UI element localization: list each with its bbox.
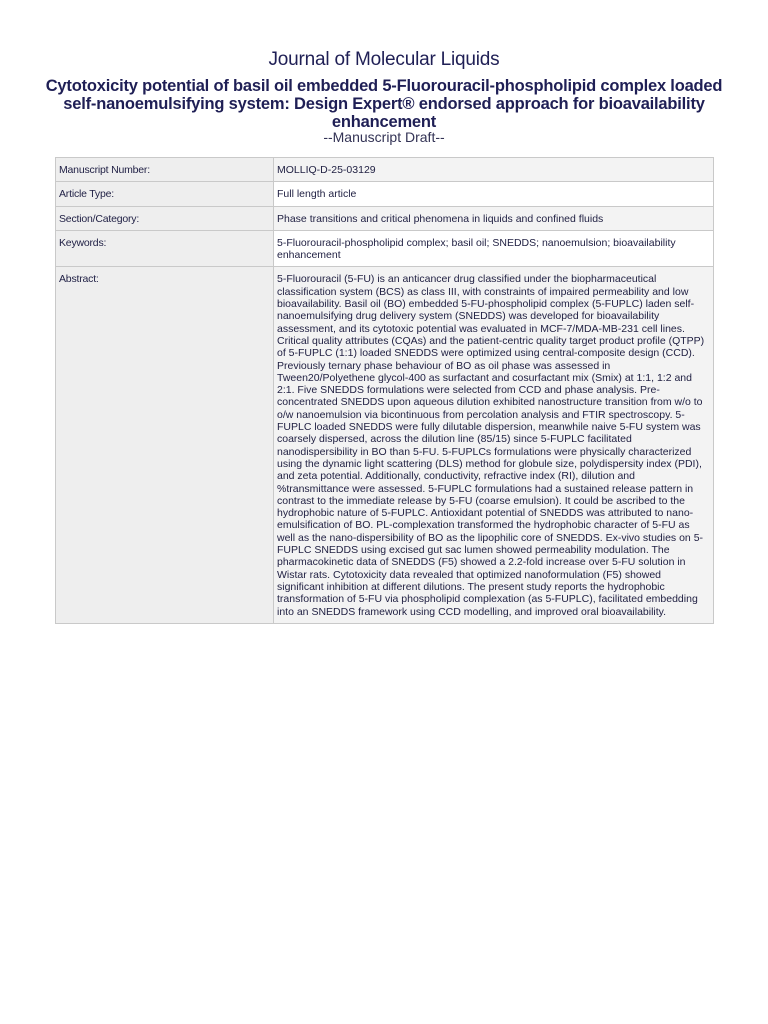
row-keywords	[56, 230, 714, 267]
row-label: Manuscript Number:	[56, 158, 274, 182]
row-value: Full length article	[274, 182, 714, 206]
row-label: Article Type:	[56, 182, 274, 206]
row-label: Keywords:	[56, 230, 274, 267]
row-label: Section/Category:	[56, 206, 274, 230]
row-manuscript-number	[56, 158, 714, 182]
row-abstract	[56, 267, 714, 623]
row-label: Abstract:	[56, 267, 274, 623]
journal-title: Journal of Molecular Liquids	[268, 49, 500, 70]
row-value: 5-Fluorouracil (5-FU) is an anticancer drug classified under the biopharmaceutical classification system (BCS) as class III, with constraints of impaired permeability and low bioavailability. Basil oil (BO) embedded 5-FU-phospholipid complex (5-FUPLC) laden self-nanoemulsifying drug delivery system (SNEDDS) was developed for bioavailability assessment, and its cytotoxic potential was evaluated in MCF-7/MDA-MB-231 cell lines. Critical quality attributes (CQAs) and the patient-centric quality target product profile (QTPP) of 5-FUPLC (1:1) loaded SNEDDS were optimized using central-composite design (CCD). Previously ternary phase behaviour of BO as oil phase was assessed in Tween20/Polyethene glycol-400 as surfactant and cosurfactant mix (Smix) at 1:1, 1:2 and 2:1. Five SNEDDS formulations were selected from CCD and phase analysis. Pre-concentrated SNEDDS upon aqueous dilution exhibited nanostructure transition from w/o to o/w nanoemulsion via bicontinuous from percolation analysis and FTIR spectroscopy. 5-FUPLC loaded SNEDDS were fully dilutable dispersion, meanwhile naive 5-FU system was coarsely dispersed, across the dilution line (85/15) since 5-FUPLC facilitated nanodispersibility in BO than 5-FU. 5-FUPLCs formulations were physically characterized using the dynamic light scattering (DLS) method for globule size, polydispersity index (PDI), and zeta potential. Additionally, conductivity, refractive index (RI), dilution and %transmittance were assessed. 5-FUPLC formulations had a sustained release pattern in contrast to the immediate release by 5-FU (coarse emulsion). It could be ascribed to the hydrophobic nature of 5-FUPLC. Antioxidant potential of SNEDDS was attributed to nano-emulsification of BO. PL-complexation transformed the hydrophobic character of 5-FU as well as the nano-dispersibility of BO as the lipophilic core of SNEDDS. Ex-vivo studies on 5-FUPLC SNEDDS using excised gut sac lumen showed permeability modulation. The pharmacokinetic data of SNEDDS (F5) showed a 2.2-fold increase over 5-FU solution in Wistar rats. Cytotoxicity data revealed that optimized nanoformulation (F5) showed significant inhibition at different dilutions. The present study reports the hydrophobic transformation of 5-FU via phospholipid complexation (as 5-FUPLC), facilitated embedding into an SNEDDS framework using CCD modelling, and improved oral bioavailability.	[274, 267, 714, 623]
draft-label: --Manuscript Draft--	[323, 129, 445, 145]
manuscript-metadata-table	[55, 157, 714, 624]
row-article-type	[56, 182, 714, 206]
row-value: Phase transitions and critical phenomena in liquids and confined fluids	[274, 206, 714, 230]
row-value: MOLLIQ-D-25-03129	[274, 158, 714, 182]
article-title: Cytotoxicity potential of basil oil embedded 5-Fluorouracil-phospholipid complex loaded self-nanoemulsifying system: Design Expert® endorsed approach for bioavailability enhancement	[45, 77, 723, 131]
row-value: 5-Fluorouracil-phospholipid complex; basil oil; SNEDDS; nanoemulsion; bioavailability enhancement	[274, 230, 714, 267]
row-section-category	[56, 206, 714, 230]
